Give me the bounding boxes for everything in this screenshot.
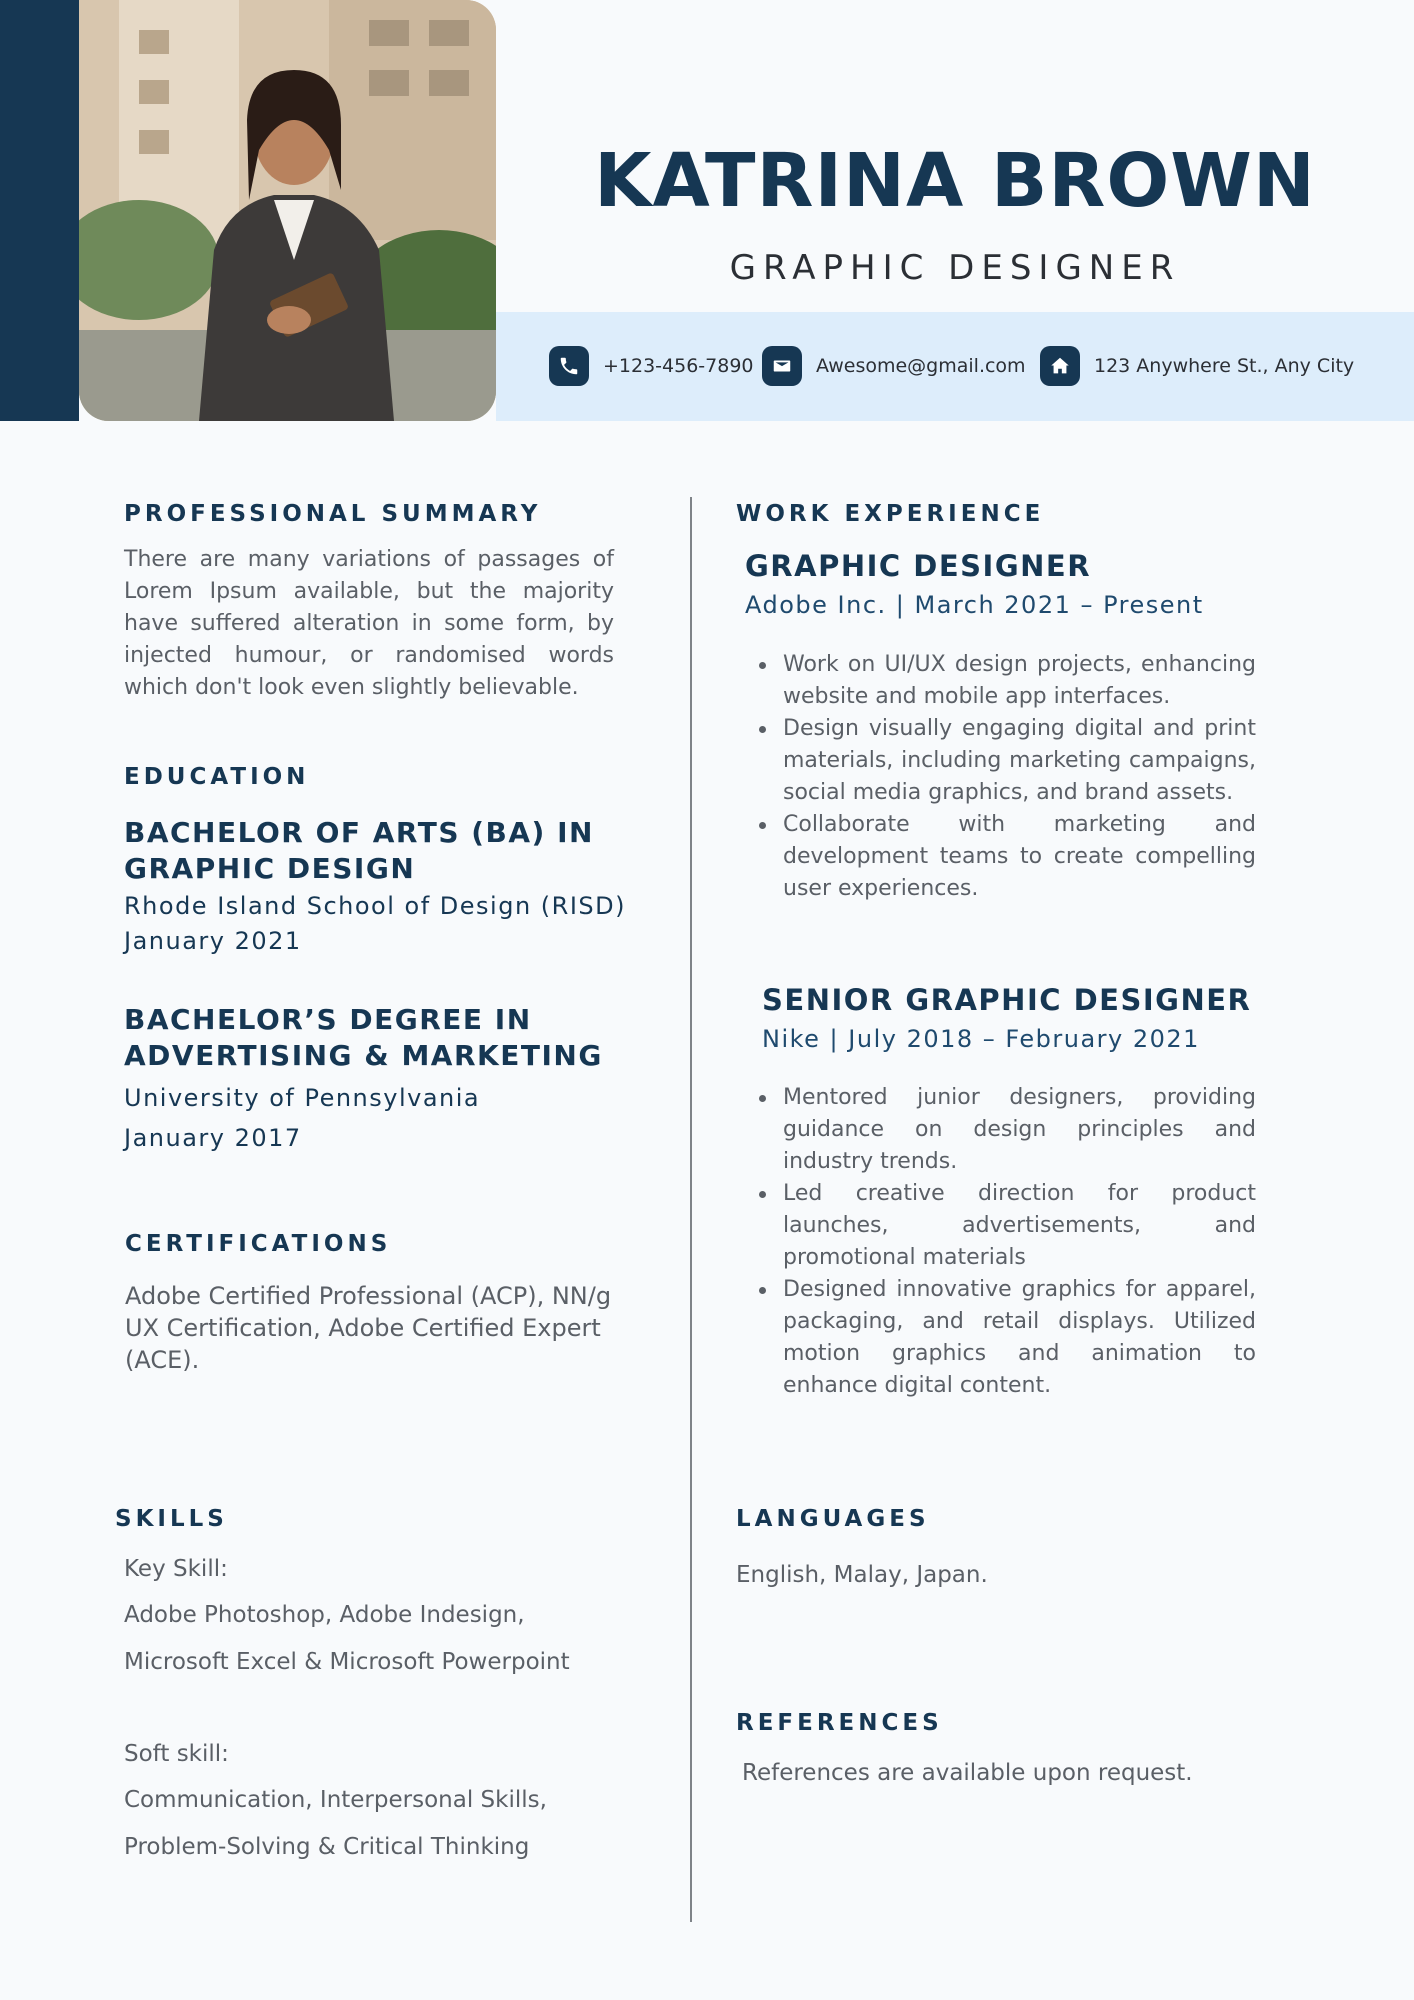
soft-skill-line2: Problem-Solving & Critical Thinking	[124, 1834, 530, 1860]
degree-1-date: January 2021	[124, 927, 302, 955]
references-heading: REFERENCES	[736, 1710, 943, 1736]
work-heading: WORK EXPERIENCE	[736, 501, 1045, 527]
contact-address	[1040, 346, 1354, 386]
header-side-bar	[0, 0, 79, 421]
degree-2-title-line2: ADVERTISING & MARKETING	[124, 1039, 603, 1072]
contact-phone	[549, 346, 754, 386]
degree-1-title-line2: GRAPHIC DESIGN	[124, 852, 416, 885]
candidate-role: GRAPHIC DESIGNER	[729, 248, 1181, 288]
job-2-title: SENIOR GRAPHIC DESIGNER	[762, 983, 1252, 1017]
languages-heading: LANGUAGES	[736, 1506, 930, 1532]
education-heading: EDUCATION	[124, 764, 310, 790]
key-skill-line1: Adobe Photoshop, Adobe Indesign,	[124, 1602, 525, 1628]
degree-2-date: January 2017	[124, 1124, 302, 1152]
degree-2-school: University of Pennsylvania	[124, 1084, 481, 1112]
phone-icon	[549, 346, 589, 386]
languages-text: English, Malay, Japan.	[736, 1562, 988, 1588]
references-text: References are available upon request.	[742, 1760, 1193, 1786]
certifications-text: Adobe Certified Professional (ACP), NN/g UX Certification, Adobe Certified Expert (ACE).	[125, 1282, 612, 1374]
job-2-bullet: Led creative direction for product launches, advertisements, and promotional materials	[755, 1178, 1256, 1274]
contact-email	[762, 346, 1026, 386]
home-icon	[1040, 346, 1080, 386]
degree-1-title-line1: BACHELOR OF ARTS (BA) IN	[124, 816, 594, 849]
certifications-heading: CERTIFICATIONS	[125, 1231, 392, 1257]
mail-icon	[762, 346, 802, 386]
job-2-bullet: Mentored junior designers, providing guidance on design principles and industry trends.	[755, 1082, 1256, 1178]
job-1-bullet: Work on UI/UX design projects, enhancing website and mobile app interfaces.	[755, 649, 1256, 713]
key-skill-line2: Microsoft Excel & Microsoft Powerpoint	[124, 1649, 570, 1675]
email-text: Awesome@gmail.com	[816, 355, 1026, 377]
job-1-title: GRAPHIC DESIGNER	[745, 549, 1092, 583]
phone-text: +123-456-7890	[603, 355, 754, 377]
job-1-bullet: Design visually engaging digital and print materials, including marketing campaigns, social media graphics, and brand assets.	[755, 713, 1256, 809]
key-skill-label: Key Skill:	[124, 1556, 228, 1582]
skills-heading: SKILLS	[115, 1506, 228, 1532]
profile-photo	[79, 0, 496, 421]
column-divider	[690, 497, 692, 1922]
job-1-company: Adobe Inc. | March 2021 – Present	[745, 591, 1204, 619]
summary-text: There are many variations of passages of Lorem Ipsum available, but the majority have suffered alteration in some form, by injected humour, or randomised words which don't look even slightly believable.	[124, 547, 614, 700]
job-1-bullet: Collaborate with marketing and development teams to create compelling user experiences.	[755, 809, 1256, 905]
job-2-bullet: Designed innovative graphics for apparel, packaging, and retail displays. Utilized motion graphics and animation to enhance digital content.	[755, 1274, 1256, 1402]
summary-heading: PROFESSIONAL SUMMARY	[124, 501, 542, 527]
candidate-name: KATRINA BROWN	[594, 138, 1316, 224]
job-2-bullets	[755, 1082, 1256, 1402]
soft-skill-label: Soft skill:	[124, 1741, 229, 1767]
soft-skill-line1: Communication, Interpersonal Skills,	[124, 1787, 547, 1813]
degree-2-title-line1: BACHELOR’S DEGREE IN	[124, 1003, 532, 1036]
portrait-illustration	[79, 0, 496, 421]
job-2-company: Nike | July 2018 – February 2021	[762, 1025, 1200, 1053]
degree-1-school: Rhode Island School of Design (RISD)	[124, 892, 626, 920]
job-1-bullets	[755, 649, 1256, 905]
address-text: 123 Anywhere St., Any City	[1094, 355, 1355, 377]
